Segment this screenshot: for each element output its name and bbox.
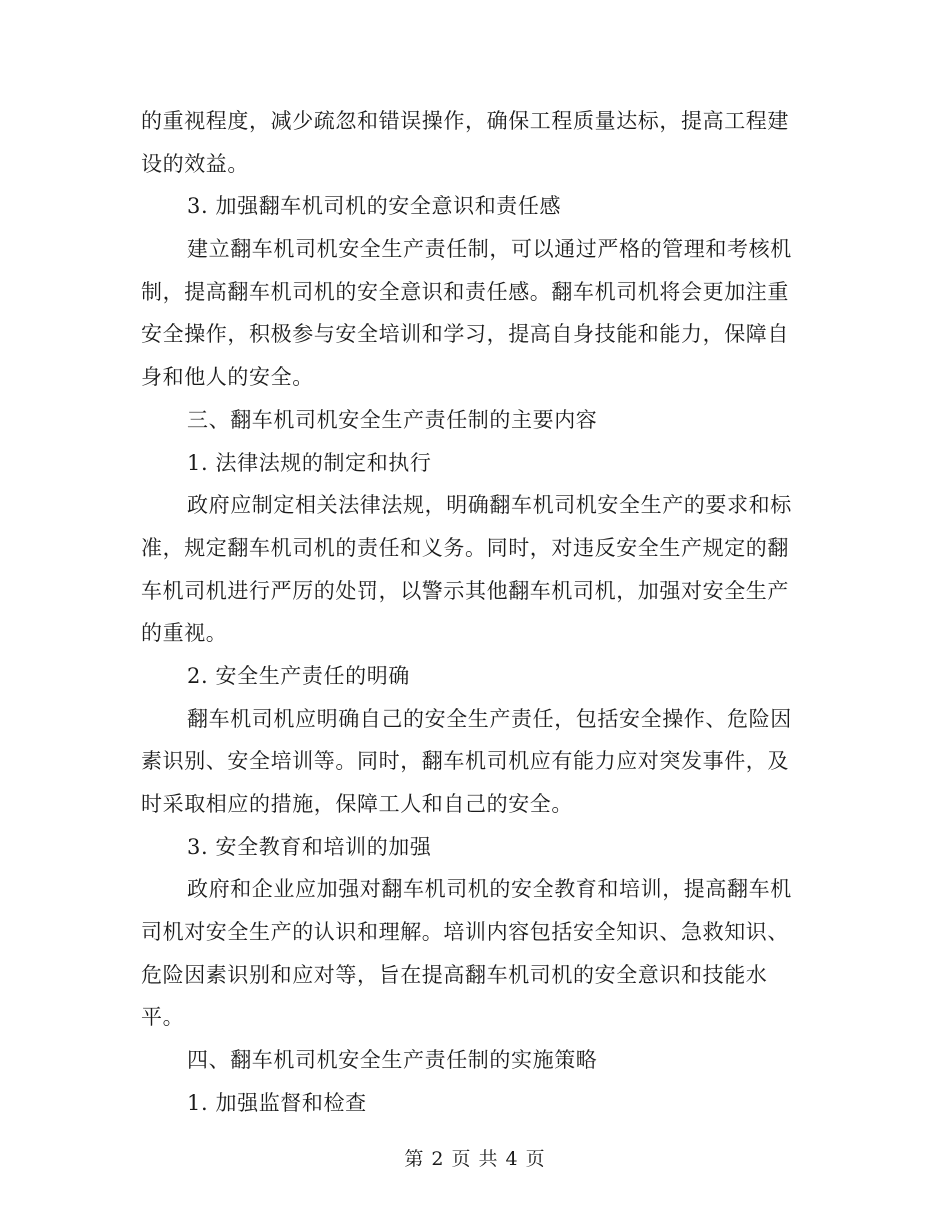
text-line: 设的效益。 (141, 151, 249, 176)
paragraph-start: 政府和企业应加强对翻车机司机的安全教育和培训，提高翻车机 (187, 877, 792, 902)
paragraph-start: 翻车机司机应明确自己的安全生产责任，包括安全操作、危险因 (187, 706, 792, 731)
text-line: 时采取相应的措施，保障工人和自己的安全。 (141, 792, 573, 816)
body-text (141, 100, 801, 1125)
text-line: 制，提高翻车机司机的安全意识和责任感。翻车机司机将会更加注重 (141, 279, 789, 304)
chapter-heading: 四、翻车机司机安全生产责任制的实施策略 (187, 1048, 598, 1073)
text-line: 的重视。 (141, 621, 228, 646)
text-line: 身和他人的安全。 (141, 365, 314, 390)
text-line: 平。 (141, 1005, 185, 1030)
paragraph-start: 建立翻车机司机安全生产责任制，可以通过严格的管理和考核机 (187, 237, 792, 262)
section-heading: 3. 安全教育和培训的加强 (187, 834, 432, 859)
text-line: 司机对安全生产的认识和理解。培训内容包括安全知识、急救知识、 (141, 920, 789, 945)
text-line: 危险因素识别和应对等，旨在提高翻车机司机的安全意识和技能水 (141, 962, 768, 987)
text-line: 车机司机进行严厉的处罚，以警示其他翻车机司机，加强对安全生产 (141, 578, 789, 603)
text-line: 安全操作，积极参与安全培训和学习，提高自身技能和能力，保障自 (141, 322, 789, 347)
section-heading: 1. 法律法规的制定和执行 (187, 450, 432, 475)
text-line: 素识别、安全培训等。同时，翻车机司机应有能力应对突发事件，及 (141, 749, 789, 774)
section-heading: 1. 加强监督和检查 (187, 1090, 367, 1115)
section-heading: 2. 安全生产责任的明确 (187, 663, 410, 688)
text-line: 准，规定翻车机司机的责任和义务。同时，对违反安全生产规定的翻 (141, 535, 789, 560)
text-line: 的重视程度，减少疏忽和错误操作，确保工程质量达标，提高工程建 (141, 109, 789, 133)
section-heading: 3. 加强翻车机司机的安全意识和责任感 (187, 194, 562, 219)
paragraph-start: 政府应制定相关法律法规，明确翻车机司机安全生产的要求和标 (187, 493, 792, 518)
chapter-heading: 三、翻车机司机安全生产责任制的主要内容 (187, 407, 598, 432)
page-number-footer: 第 2 页 共 4 页 (404, 1148, 546, 1170)
